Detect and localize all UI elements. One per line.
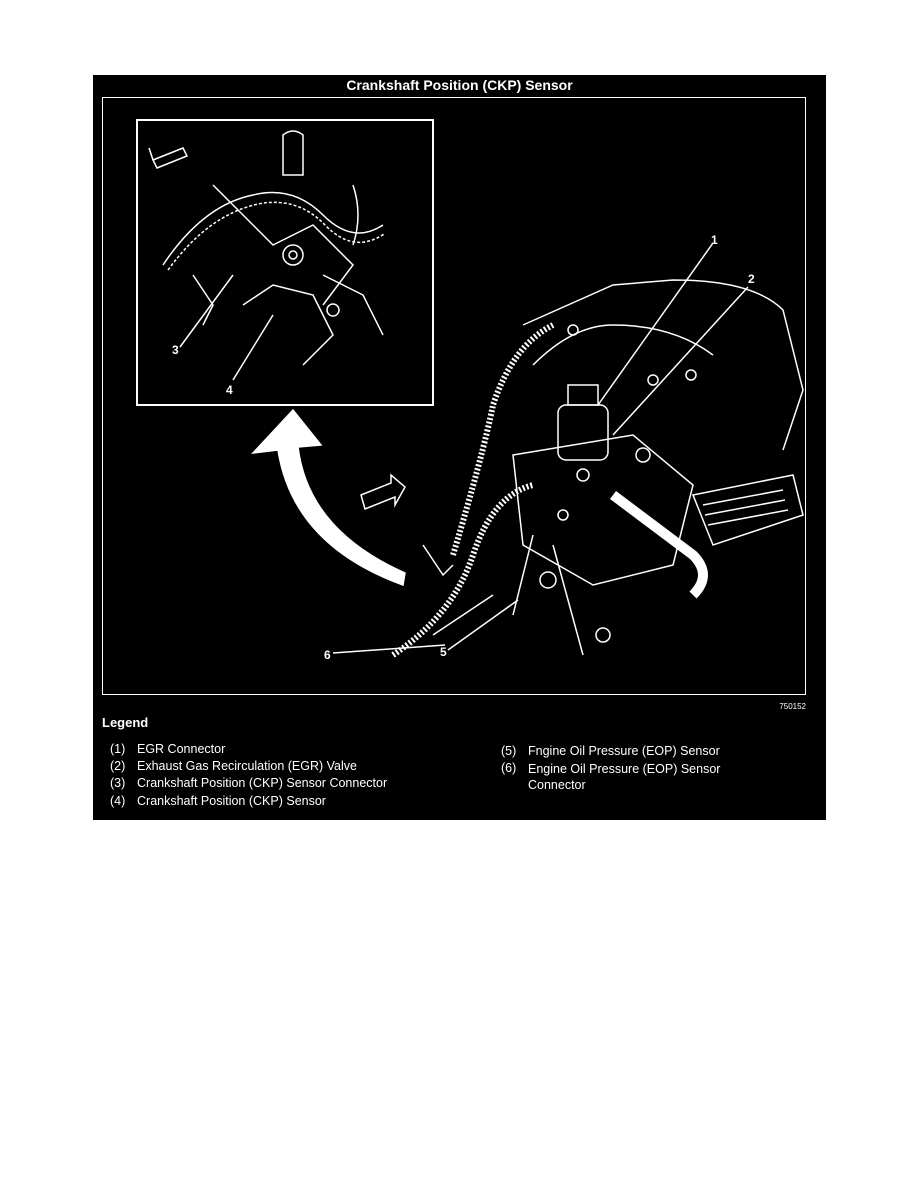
legend-item (110, 742, 397, 756)
curved-arrow-icon (253, 410, 405, 585)
legend-text: Crankshaft Position (CKP) Sensor Connector (137, 776, 388, 790)
legend-num: (4) (110, 794, 126, 808)
inset-drawing (149, 131, 384, 365)
callout-1: 1 (711, 233, 718, 247)
legend-item (501, 761, 758, 793)
callout-5: 5 (440, 645, 447, 659)
direction-arrow-icon (361, 475, 405, 509)
figure-id: 750152 (779, 702, 806, 711)
diagram-panel (93, 75, 826, 820)
callout-3: 3 (172, 343, 179, 357)
callout-2: 2 (748, 272, 755, 286)
legend-num: (2) (110, 759, 126, 773)
legend-text: Engine Oil Pressure (EOP) Sensor Connector (528, 762, 721, 792)
engine-illustration (93, 75, 826, 820)
legend-text: Crankshaft Position (CKP) Sensor (137, 794, 326, 808)
legend-text: Fngine Oil Pressure (EOP) Sensor (528, 744, 720, 758)
legend-num: (1) (110, 742, 126, 756)
figure-title: Crankshaft Position (CKP) Sensor (346, 77, 573, 93)
legend-num: (3) (110, 776, 126, 790)
legend-num: (5) (501, 744, 517, 758)
legend-item (110, 794, 397, 808)
callout-4: 4 (226, 383, 233, 397)
detail-inset-box (137, 120, 433, 405)
main-engine-drawing (393, 280, 803, 655)
legend-num: (6) (501, 761, 517, 775)
legend-item (501, 744, 768, 758)
legend-title: Legend (102, 715, 149, 730)
legend-text: Exhaust Gas Recirculation (EGR) Valve (137, 759, 357, 773)
legend-item (110, 776, 437, 790)
callout-6: 6 (324, 648, 331, 662)
legend-item (110, 759, 397, 773)
legend-text: EGR Connector (137, 742, 226, 756)
direction-arrow-icon (149, 148, 187, 168)
